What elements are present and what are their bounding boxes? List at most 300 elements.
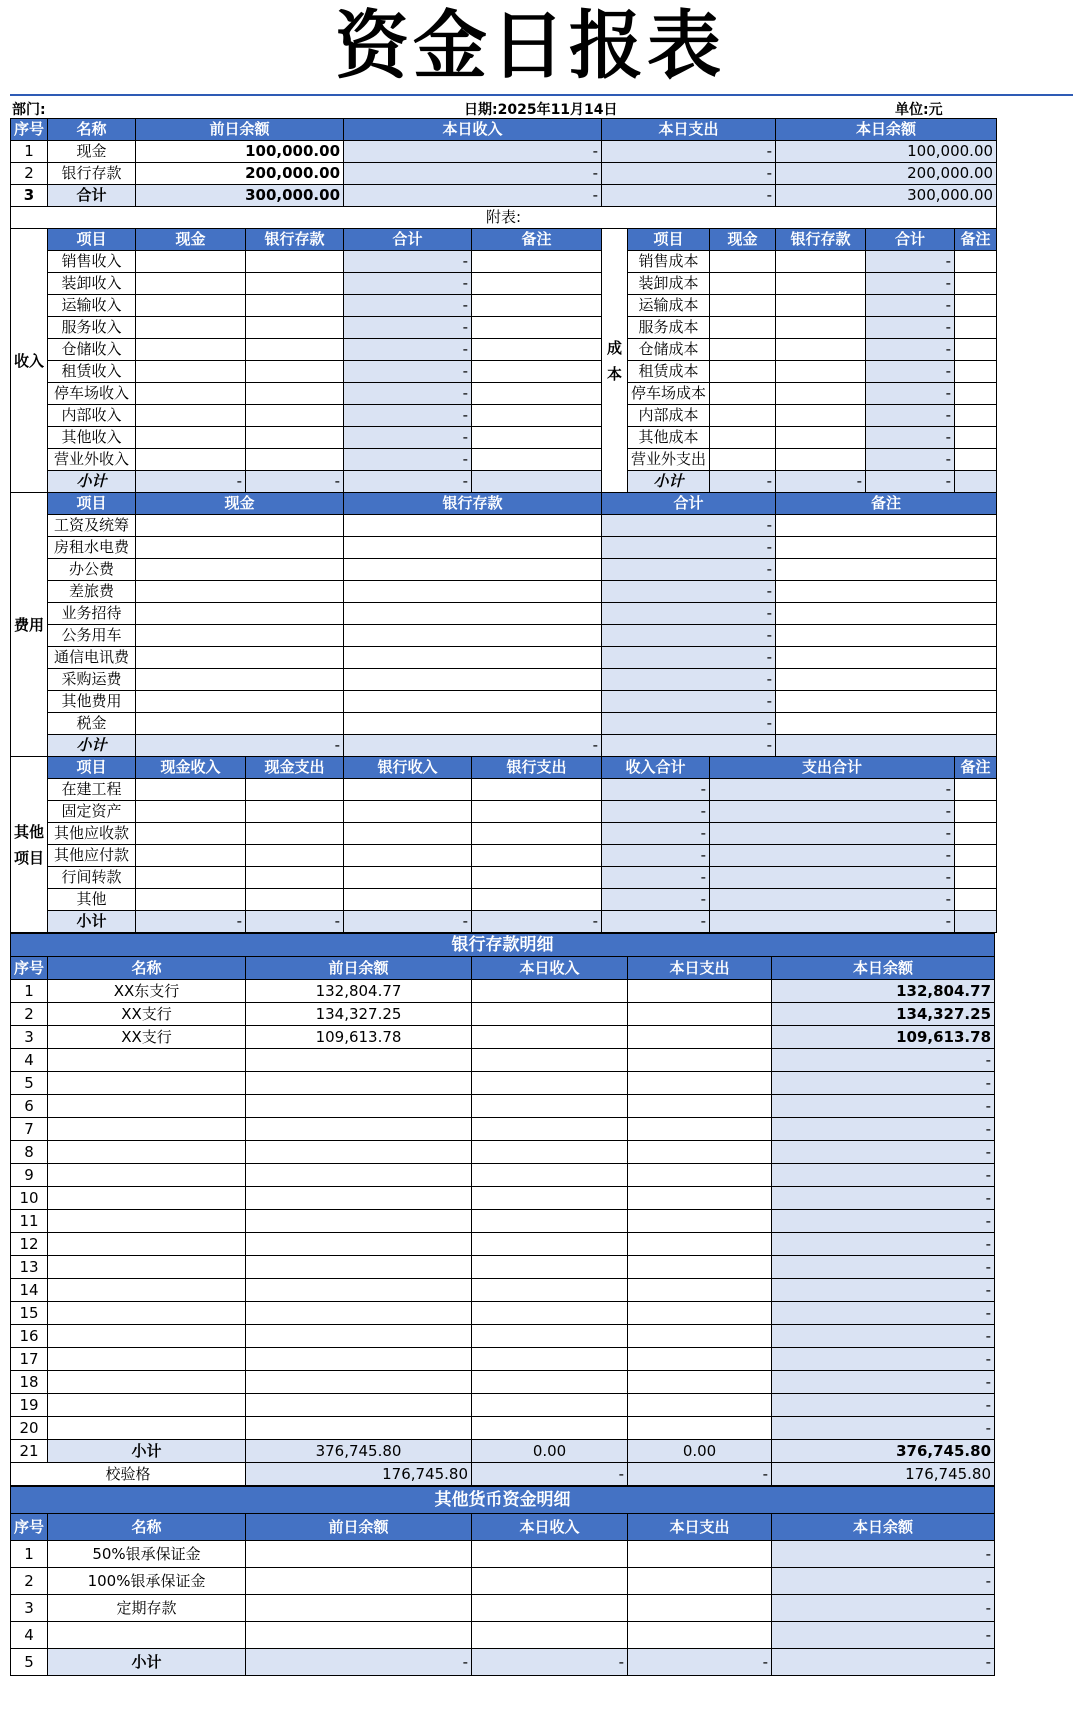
table-cell: 134,327.25 xyxy=(772,1003,995,1026)
table-cell: - xyxy=(866,317,955,339)
table-cell xyxy=(344,889,472,911)
table-cell xyxy=(246,1233,472,1256)
table-cell xyxy=(955,449,997,471)
table-cell xyxy=(246,1417,472,1440)
table-cell xyxy=(472,1187,628,1210)
table-cell xyxy=(472,317,602,339)
table-cell xyxy=(955,339,997,361)
table-cell: - xyxy=(772,1302,995,1325)
table-cell: - xyxy=(602,801,710,823)
table-cell: 109,613.78 xyxy=(772,1026,995,1049)
table-cell: - xyxy=(136,911,246,933)
table-cell: - xyxy=(772,1049,995,1072)
table-cell: 11 xyxy=(11,1210,48,1233)
fund-header-row xyxy=(11,1514,995,1541)
table-cell xyxy=(472,779,602,801)
column-header: 收入合计 xyxy=(602,757,710,779)
table-cell xyxy=(955,867,997,889)
fund-name: 50%银承保证金 xyxy=(48,1541,246,1568)
column-header: 名称 xyxy=(48,1514,246,1541)
summary-row xyxy=(11,141,997,163)
fund-band-row xyxy=(11,1487,995,1514)
table-cell xyxy=(955,911,997,933)
table-cell xyxy=(628,1568,772,1595)
table-cell xyxy=(344,625,602,647)
table-cell: 7 xyxy=(11,1118,48,1141)
table-cell: - xyxy=(772,1164,995,1187)
table-cell xyxy=(136,889,246,911)
table-cell xyxy=(472,1233,628,1256)
table-cell xyxy=(710,339,776,361)
column-header: 备注 xyxy=(955,229,997,251)
table-cell: - xyxy=(866,405,955,427)
table-cell xyxy=(472,1568,628,1595)
table-cell: 4 xyxy=(11,1049,48,1072)
expense-row xyxy=(11,625,997,647)
bank-row xyxy=(11,1210,995,1233)
table-cell xyxy=(246,801,344,823)
table-cell xyxy=(136,339,246,361)
summary-header-row xyxy=(11,119,997,141)
table-cell xyxy=(472,1164,628,1187)
bank-name: XX支行 xyxy=(48,1003,246,1026)
table-cell: - xyxy=(246,911,344,933)
column-header: 现金支出 xyxy=(246,757,344,779)
fund-row xyxy=(11,1622,995,1649)
table-cell xyxy=(136,581,344,603)
table-cell: - xyxy=(772,1256,995,1279)
table-cell xyxy=(628,1256,772,1279)
column-header: 前日余额 xyxy=(246,1514,472,1541)
column-header: 银行支出 xyxy=(472,757,602,779)
column-header: 序号 xyxy=(11,1514,48,1541)
table-cell xyxy=(472,1279,628,1302)
check-label: 校验格 xyxy=(11,1463,246,1486)
income-cost-row xyxy=(11,317,997,339)
table-cell: - xyxy=(772,1622,995,1649)
cost-item: 停车场成本 xyxy=(628,383,710,405)
table-cell xyxy=(136,515,344,537)
expense-row xyxy=(11,581,997,603)
table-cell: - xyxy=(602,185,776,207)
table-cell: 12 xyxy=(11,1233,48,1256)
table-cell: 6 xyxy=(11,1095,48,1118)
table-cell: 109,613.78 xyxy=(246,1026,472,1049)
table-cell: - xyxy=(772,1279,995,1302)
column-header: 合计 xyxy=(602,493,776,515)
table-cell: 134,327.25 xyxy=(246,1003,472,1026)
table-cell xyxy=(955,471,997,493)
bank-check-row xyxy=(11,1463,995,1486)
table-cell xyxy=(344,603,602,625)
bank-row xyxy=(11,1279,995,1302)
table-cell: - xyxy=(344,141,602,163)
table-cell: - xyxy=(776,471,866,493)
table-cell: - xyxy=(602,625,776,647)
table-cell: - xyxy=(602,163,776,185)
expense-item: 采购运费 xyxy=(48,669,136,691)
expense-item: 工资及统筹 xyxy=(48,515,136,537)
table-cell xyxy=(472,405,602,427)
column-header: 前日余额 xyxy=(246,957,472,980)
bank-name xyxy=(48,1371,246,1394)
expense-row xyxy=(11,669,997,691)
income-cost-row xyxy=(11,449,997,471)
table-cell xyxy=(136,559,344,581)
table-cell: - xyxy=(710,801,955,823)
table-cell: 1 xyxy=(11,1541,48,1568)
bank-header-row xyxy=(11,957,995,980)
bank-row xyxy=(11,1003,995,1026)
cost-section-label: 成本 xyxy=(602,229,628,493)
income-item: 营业外收入 xyxy=(48,449,136,471)
bank-row xyxy=(11,1302,995,1325)
table-cell: 现金 xyxy=(48,141,136,163)
table-cell xyxy=(710,361,776,383)
table-cell: 2 xyxy=(11,1568,48,1595)
table-cell xyxy=(246,1325,472,1348)
income-cost-row xyxy=(11,405,997,427)
table-cell: 132,804.77 xyxy=(246,980,472,1003)
expense-item: 房租水电费 xyxy=(48,537,136,559)
column-header: 名称 xyxy=(48,957,246,980)
table-cell xyxy=(955,317,997,339)
column-header: 银行存款 xyxy=(776,229,866,251)
table-cell: - xyxy=(772,1210,995,1233)
table-cell xyxy=(472,889,602,911)
table-cell xyxy=(710,251,776,273)
column-header: 本日收入 xyxy=(472,1514,628,1541)
department-label: 部门: xyxy=(12,102,46,118)
other-header-row xyxy=(11,757,997,779)
other-row xyxy=(11,779,997,801)
cost-item: 仓储成本 xyxy=(628,339,710,361)
table-cell xyxy=(710,273,776,295)
page-title: 资金日报表 xyxy=(335,3,725,89)
table-cell xyxy=(136,317,246,339)
column-header: 项目 xyxy=(628,229,710,251)
table-cell: - xyxy=(344,735,602,757)
table-cell xyxy=(344,713,602,735)
table-cell: 小计 xyxy=(628,471,710,493)
table-cell: - xyxy=(772,1541,995,1568)
table-cell xyxy=(628,1141,772,1164)
table-cell xyxy=(776,735,997,757)
bank-name xyxy=(48,1118,246,1141)
table-cell: - xyxy=(472,911,602,933)
bank-name: XX东支行 xyxy=(48,980,246,1003)
table-cell xyxy=(472,1141,628,1164)
table-cell: 14 xyxy=(11,1279,48,1302)
table-cell: - xyxy=(246,1649,472,1676)
table-cell xyxy=(628,1541,772,1568)
table-cell xyxy=(344,823,472,845)
table-cell: - xyxy=(772,1348,995,1371)
column-header: 序号 xyxy=(11,119,48,141)
table-cell: - xyxy=(472,1463,628,1486)
table-cell xyxy=(628,1371,772,1394)
table-cell xyxy=(628,1049,772,1072)
bank-name xyxy=(48,1233,246,1256)
table-cell: 376,745.80 xyxy=(772,1440,995,1463)
income-cost-header-row xyxy=(11,229,997,251)
column-header: 本日支出 xyxy=(602,119,776,141)
table-cell: - xyxy=(772,1371,995,1394)
table-cell: 132,804.77 xyxy=(772,980,995,1003)
income-cost-row xyxy=(11,339,997,361)
bank-row xyxy=(11,1394,995,1417)
bank-name xyxy=(48,1164,246,1187)
table-cell xyxy=(246,1302,472,1325)
table-cell xyxy=(246,295,344,317)
table-cell: - xyxy=(710,471,776,493)
table-cell xyxy=(136,713,344,735)
table-cell: - xyxy=(602,889,710,911)
income-cost-row xyxy=(11,383,997,405)
column-header: 本日余额 xyxy=(776,119,997,141)
expense-item: 公务用车 xyxy=(48,625,136,647)
table-cell xyxy=(472,867,602,889)
table-cell xyxy=(136,383,246,405)
income-section-label: 收入 xyxy=(11,229,48,493)
table-cell xyxy=(776,581,997,603)
table-cell xyxy=(776,383,866,405)
table-cell xyxy=(472,273,602,295)
table-cell: 小计 xyxy=(48,1649,246,1676)
table-cell: - xyxy=(772,1233,995,1256)
table-cell: - xyxy=(866,251,955,273)
table-cell xyxy=(246,405,344,427)
table-cell: 小计 xyxy=(48,471,136,493)
table-cell: - xyxy=(866,383,955,405)
table-cell xyxy=(246,889,344,911)
table-cell xyxy=(628,1164,772,1187)
table-cell: 5 xyxy=(11,1072,48,1095)
table-cell: - xyxy=(344,911,472,933)
column-header: 备注 xyxy=(776,493,997,515)
table-cell xyxy=(246,361,344,383)
bank-row xyxy=(11,1026,995,1049)
table-cell xyxy=(472,361,602,383)
income-item: 服务收入 xyxy=(48,317,136,339)
table-cell xyxy=(344,647,602,669)
table-cell xyxy=(628,1417,772,1440)
table-cell xyxy=(246,1095,472,1118)
column-header: 银行收入 xyxy=(344,757,472,779)
table-cell xyxy=(472,1072,628,1095)
summary-row xyxy=(11,185,997,207)
table-cell: - xyxy=(344,295,472,317)
table-cell xyxy=(472,1118,628,1141)
table-cell xyxy=(246,1568,472,1595)
table-cell: - xyxy=(602,141,776,163)
bank-row xyxy=(11,1187,995,1210)
fund-row xyxy=(11,1595,995,1622)
table-cell: 18 xyxy=(11,1371,48,1394)
table-cell xyxy=(246,1118,472,1141)
table-cell: 10 xyxy=(11,1187,48,1210)
fund-name: 100%银承保证金 xyxy=(48,1568,246,1595)
column-header: 本日收入 xyxy=(472,957,628,980)
table-cell xyxy=(776,449,866,471)
other-row xyxy=(11,867,997,889)
column-header: 备注 xyxy=(472,229,602,251)
expense-row xyxy=(11,647,997,669)
table-cell xyxy=(776,647,997,669)
report-sheet xyxy=(10,118,997,1676)
table-cell: - xyxy=(602,735,776,757)
table-cell xyxy=(472,295,602,317)
table-cell: - xyxy=(602,603,776,625)
table-cell: - xyxy=(602,911,710,933)
table-cell xyxy=(136,427,246,449)
income-cost-row xyxy=(11,273,997,295)
bank-row xyxy=(11,1049,995,1072)
table-cell: - xyxy=(772,1649,995,1676)
other-fund-title: 其他货币资金明细 xyxy=(11,1487,995,1514)
cost-item: 营业外支出 xyxy=(628,449,710,471)
table-cell: - xyxy=(344,471,472,493)
title-underline xyxy=(10,94,1073,96)
table-cell xyxy=(246,449,344,471)
column-header: 现金 xyxy=(710,229,776,251)
table-cell: - xyxy=(602,559,776,581)
column-header: 本日支出 xyxy=(628,1514,772,1541)
table-cell xyxy=(472,449,602,471)
bank-band-row xyxy=(11,934,995,957)
table-cell xyxy=(246,1072,472,1095)
table-cell: 21 xyxy=(11,1440,48,1463)
table-cell xyxy=(472,845,602,867)
table-cell: 15 xyxy=(11,1302,48,1325)
table-cell xyxy=(776,405,866,427)
table-cell: 100,000.00 xyxy=(136,141,344,163)
fund-row xyxy=(11,1568,995,1595)
cost-item: 其他成本 xyxy=(628,427,710,449)
cost-item: 租赁成本 xyxy=(628,361,710,383)
table-cell: - xyxy=(136,735,344,757)
table-cell xyxy=(246,1371,472,1394)
income-cost-row xyxy=(11,427,997,449)
expense-item: 业务招待 xyxy=(48,603,136,625)
fund-name xyxy=(48,1622,246,1649)
table-cell: - xyxy=(344,361,472,383)
table-cell: - xyxy=(772,1095,995,1118)
bank-name xyxy=(48,1049,246,1072)
table-cell xyxy=(246,779,344,801)
table-cell xyxy=(472,1256,628,1279)
table-cell: - xyxy=(344,317,472,339)
column-header: 本日余额 xyxy=(772,1514,995,1541)
table-cell xyxy=(628,1394,772,1417)
income-item: 销售收入 xyxy=(48,251,136,273)
bank-name xyxy=(48,1325,246,1348)
table-cell: - xyxy=(472,1649,628,1676)
table-cell: 300,000.00 xyxy=(136,185,344,207)
table-cell: - xyxy=(602,581,776,603)
table-cell xyxy=(344,669,602,691)
table-cell xyxy=(628,1302,772,1325)
table-cell: - xyxy=(602,845,710,867)
other-fund-table xyxy=(10,1486,995,1676)
other-row xyxy=(11,845,997,867)
income-cost-subtotal-row xyxy=(11,471,997,493)
table-cell xyxy=(136,449,246,471)
other-item: 其他 xyxy=(48,889,136,911)
bank-name xyxy=(48,1072,246,1095)
table-cell xyxy=(136,361,246,383)
unit-label: 单位:元 xyxy=(895,102,943,118)
table-cell: - xyxy=(866,361,955,383)
table-cell: 8 xyxy=(11,1141,48,1164)
table-cell xyxy=(628,1622,772,1649)
table-cell xyxy=(136,295,246,317)
other-item: 其他应付款 xyxy=(48,845,136,867)
table-cell: - xyxy=(136,471,246,493)
table-cell: - xyxy=(772,1568,995,1595)
table-cell xyxy=(246,251,344,273)
table-cell: - xyxy=(772,1118,995,1141)
table-cell xyxy=(472,1003,628,1026)
table-cell: - xyxy=(866,471,955,493)
table-cell xyxy=(955,845,997,867)
table-cell xyxy=(344,779,472,801)
column-header: 现金 xyxy=(136,229,246,251)
table-cell xyxy=(955,383,997,405)
column-header: 现金收入 xyxy=(136,757,246,779)
table-cell xyxy=(776,317,866,339)
expense-row xyxy=(11,537,997,559)
other-row xyxy=(11,823,997,845)
table-cell xyxy=(472,1325,628,1348)
table-cell xyxy=(136,779,246,801)
expense-row xyxy=(11,603,997,625)
column-header: 合计 xyxy=(344,229,472,251)
table-cell xyxy=(246,1141,472,1164)
column-header: 项目 xyxy=(48,757,136,779)
table-cell: 200,000.00 xyxy=(136,163,344,185)
table-cell: - xyxy=(344,251,472,273)
table-cell: - xyxy=(710,889,955,911)
bank-name xyxy=(48,1210,246,1233)
table-cell: 3 xyxy=(11,1595,48,1622)
table-cell: 9 xyxy=(11,1164,48,1187)
bank-name xyxy=(48,1348,246,1371)
income-item: 停车场收入 xyxy=(48,383,136,405)
table-cell: 3 xyxy=(11,1026,48,1049)
table-cell xyxy=(628,1210,772,1233)
table-cell: 3 xyxy=(11,185,48,207)
table-cell: - xyxy=(710,867,955,889)
table-cell: - xyxy=(602,537,776,559)
table-cell: 300,000.00 xyxy=(776,185,997,207)
table-cell xyxy=(955,889,997,911)
cost-item: 内部成本 xyxy=(628,405,710,427)
table-cell xyxy=(955,779,997,801)
table-cell xyxy=(628,980,772,1003)
table-cell xyxy=(472,1417,628,1440)
bank-name xyxy=(48,1187,246,1210)
expense-item: 通信电讯费 xyxy=(48,647,136,669)
bank-name xyxy=(48,1394,246,1417)
table-cell: - xyxy=(772,1417,995,1440)
bank-row xyxy=(11,1348,995,1371)
bank-subtotal-row xyxy=(11,1440,995,1463)
table-cell xyxy=(955,273,997,295)
table-cell xyxy=(628,1279,772,1302)
report-date: 日期:2025年11月14日 xyxy=(464,102,618,118)
table-cell: - xyxy=(710,845,955,867)
